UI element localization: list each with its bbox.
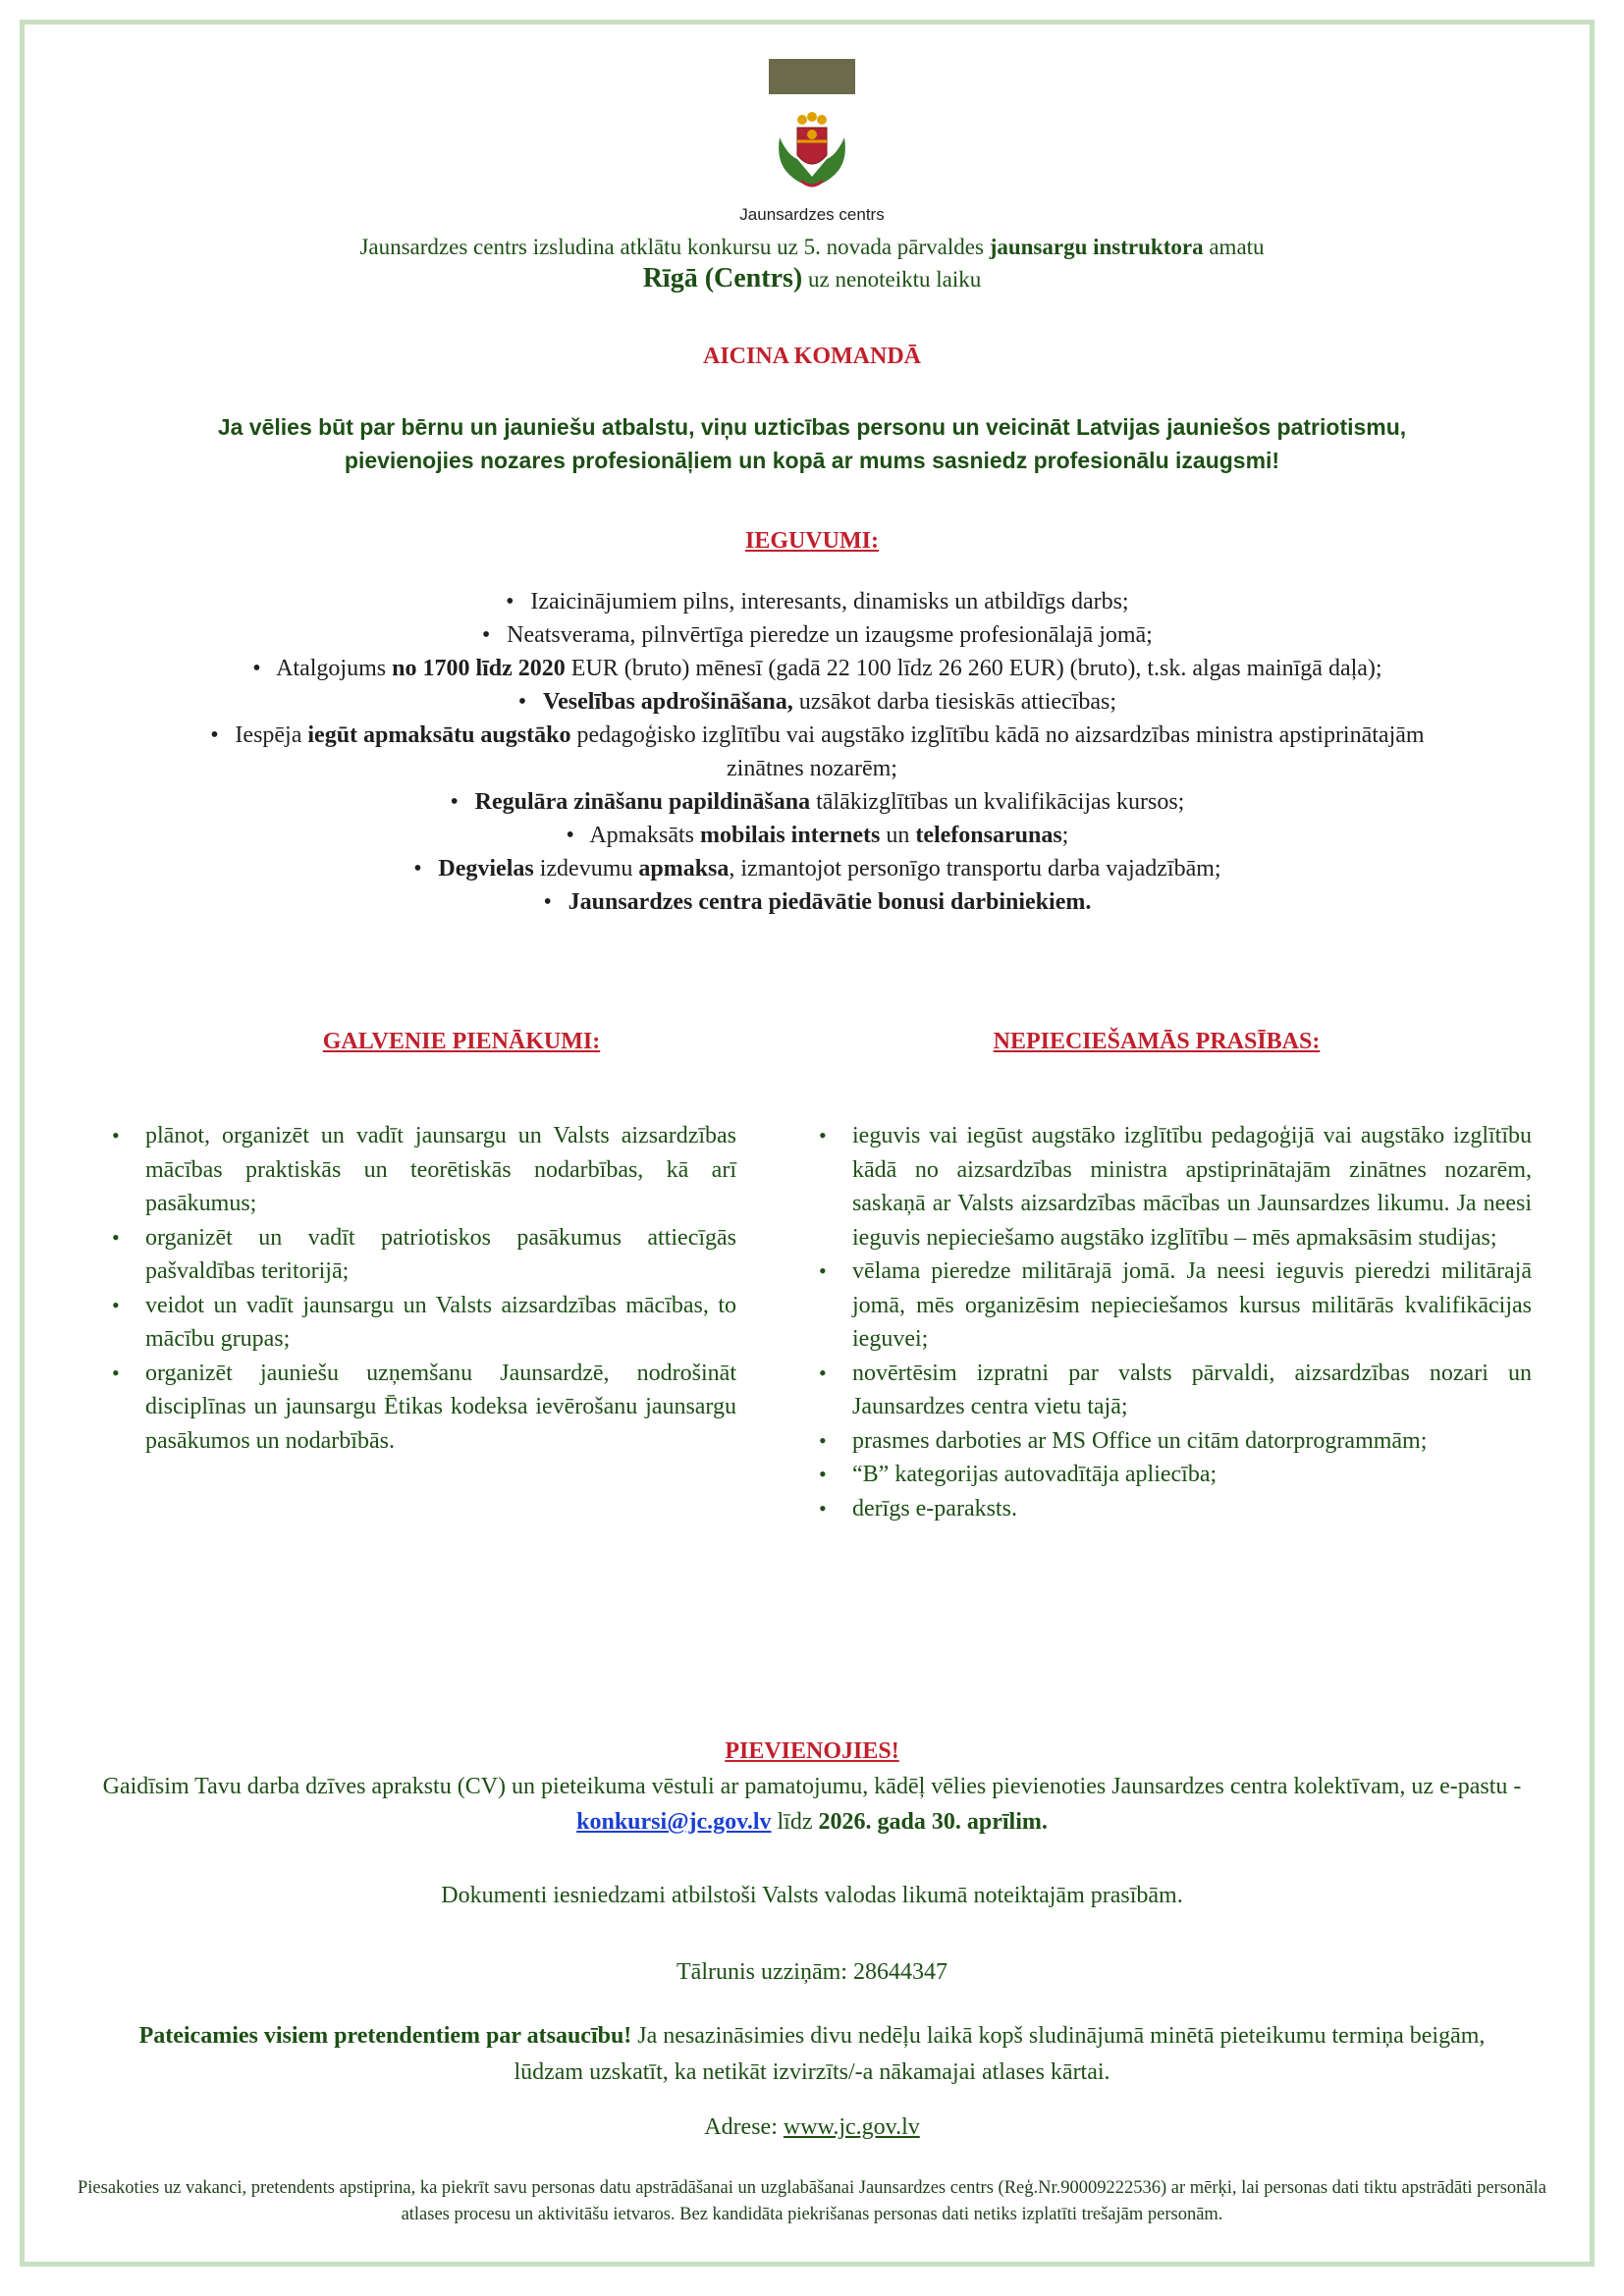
list-item: • plānot, organizēt un vadīt jaunsargu un Valsts aizsardzības mācības praktiskās un teorētiskās nodarbības, kā arī pasākumus; bbox=[108, 1119, 736, 1221]
list-item: • ieguvis vai iegūst augstāko izglītību pedagoģijā vai augstāko izglītību kādā no aizsardzības ministra apstiprinātajām zinātnes nozarēm, saskaņā ar Valsts aizsardzības mācības un Jaunsardzes likumu. Ja neesi ieguvis nepieciešamo augstāko izglītību – mēs apmaksāsim studijas; bbox=[815, 1119, 1532, 1255]
join-body: Gaidīsim Tavu darba dzīves aprakstu (CV) un pieteikuma vēstuli ar pamatojumu, kādēļ vēlies pievienoties Jaunsardzes centra kolektīvam, uz e-pastu - bbox=[102, 1774, 1522, 1799]
benefit-text: Iespēja bbox=[235, 722, 308, 748]
intro-line-1 bbox=[39, 232, 1585, 263]
position-title: jaunsargu instruktora bbox=[989, 235, 1204, 259]
bullet-icon: • bbox=[517, 689, 527, 715]
list-item: • prasmes darboties ar MS Office un citām datorprogrammām; bbox=[815, 1424, 1532, 1459]
list-item bbox=[187, 685, 1437, 719]
benefit-text: Izaicinājumiem pilns, interesants, dinamisks un atbildīgs darbs; bbox=[530, 589, 1129, 614]
bullet-icon: • bbox=[506, 589, 514, 614]
bullet-icon: • bbox=[543, 889, 552, 915]
address-label: Adrese: bbox=[704, 2114, 784, 2140]
benefit-bold: Veselības apdrošināšana, bbox=[543, 689, 793, 715]
requirements-section-title bbox=[941, 1029, 1373, 1055]
intro-text: Jaunsardzes centrs izsludina atklātu konkursu uz 5. novada pārvaldes bbox=[359, 235, 990, 259]
benefit-bold: Jaunsardzes centra piedāvātie bonusi darbiniekiem. bbox=[568, 889, 1092, 915]
intro-line-2 bbox=[39, 263, 1585, 295]
location: Rīgā (Centrs) bbox=[642, 263, 803, 294]
benefit-bold: Regulāra zināšanu papildināšana bbox=[474, 789, 811, 815]
term: uz nenoteiktu laiku bbox=[802, 267, 982, 292]
address bbox=[39, 2114, 1585, 2141]
list-item: • “B” kategorijas autovadītāja apliecība; bbox=[815, 1458, 1532, 1492]
list-item: • derīgs e-paraksts. bbox=[815, 1492, 1532, 1526]
bullet-icon: • bbox=[566, 823, 574, 848]
list-item bbox=[187, 719, 1437, 785]
list-item: • vēlama pieredze militārajā jomā. Ja neesi ieguvis pieredzi militārajā jomā, mēs organizēsim nepieciešamos kursus militārās kvalifikācijas ieguvei; bbox=[815, 1255, 1532, 1357]
join-body: līdz bbox=[771, 1809, 819, 1835]
join-section bbox=[39, 1734, 1585, 1840]
benefit-bold: Degvielas bbox=[438, 856, 534, 881]
benefit-text: Apmaksāts bbox=[589, 823, 700, 848]
benefit-text: , izmantojot personīgo transportu darba vajadzībām; bbox=[729, 856, 1221, 881]
documents-note: Dokumenti iesniedzami atbilstoši Valsts valodas likumā noteiktajām prasībām. bbox=[441, 1883, 1183, 1908]
thanks-text: Ja nesazināsimies divu nedēļu laikā kopš sludinājumā minētā pieteikumu termiņa beigām, lūdzam uzskatīt, ka netikāt izvirzīts/-a nākamajai atlases kārtai. bbox=[514, 2023, 1486, 2085]
list-item bbox=[187, 652, 1437, 685]
requirements-list bbox=[815, 1119, 1532, 1525]
list-item: • organizēt un vadīt patriotiskos pasākumus attiecīgās pašvaldības teritorijā; bbox=[108, 1221, 736, 1289]
bullet-icon: • bbox=[252, 656, 261, 681]
benefit-text: Atalgojums bbox=[276, 656, 393, 681]
benefits-list bbox=[187, 585, 1437, 919]
benefit-bold: mobilais internets bbox=[700, 823, 881, 848]
join-text bbox=[39, 1769, 1585, 1840]
logo-text: Jaunsardzes centrs bbox=[739, 205, 885, 224]
list-item bbox=[187, 618, 1437, 652]
benefit-bold: iegūt apmaksātu augstāko bbox=[307, 722, 571, 748]
phone-info: Tālrunis uzziņām: 28644347 bbox=[677, 1959, 947, 1985]
list-item bbox=[187, 852, 1437, 885]
website-link[interactable]: www.jc.gov.lv bbox=[783, 2114, 920, 2140]
duties-list bbox=[108, 1119, 736, 1458]
thanks-bold: Pateicamies visiem pretendentiem par atsaucību! bbox=[138, 2023, 632, 2049]
list-item: • veidot un vadīt jaunsargu un Valsts aizsardzības mācības, to mācību grupas; bbox=[108, 1289, 736, 1357]
bullet-icon: • bbox=[413, 856, 422, 881]
email-link[interactable]: konkursi@jc.gov.lv bbox=[576, 1809, 772, 1835]
intro bbox=[39, 232, 1585, 295]
list-item bbox=[187, 819, 1437, 852]
benefit-text: un bbox=[880, 823, 916, 848]
duties-title: GALVENIE PIENĀKUMI: bbox=[322, 1029, 601, 1054]
duties-section-title bbox=[255, 1029, 668, 1055]
salary-range: no 1700 līdz 2020 bbox=[392, 656, 566, 681]
join-title-row bbox=[39, 1734, 1585, 1769]
benefits-section-title bbox=[39, 528, 1585, 555]
call-heading: AICINA KOMANDĀ bbox=[703, 344, 921, 369]
benefit-bold: telefonsarunas bbox=[915, 823, 1062, 848]
logo bbox=[39, 59, 1585, 225]
benefit-text: tālākizglītības un kvalifikācijas kursos; bbox=[810, 789, 1185, 815]
list-item bbox=[187, 785, 1437, 819]
deadline: 2026. gada 30. aprīlim. bbox=[818, 1809, 1048, 1835]
requirements-title: NEPIECIEŠAMĀS PRASĪBAS: bbox=[993, 1029, 1321, 1054]
list-item bbox=[187, 585, 1437, 618]
join-title: PIEVIENOJIES! bbox=[725, 1738, 899, 1764]
list-item bbox=[187, 885, 1437, 919]
benefit-text: pedagoģisko izglītību vai augstāko izglītību kādā no aizsardzības ministra apstiprinātajām zinātnes nozarēm; bbox=[570, 722, 1425, 781]
coat-of-arms-icon bbox=[768, 108, 856, 196]
list-item: • organizēt jauniešu uzņemšanu Jaunsardzē, nodrošināt disciplīnas un jaunsargu Ētikas kodeksa ievērošanu jaunsargu pasākumos un nodarbībās. bbox=[108, 1357, 736, 1459]
benefit-text: EUR (bruto) mēnesī (gadā 22 100 līdz 26 260 EUR) (bruto), t.sk. algas mainīgā daļa); bbox=[565, 656, 1382, 681]
benefits-title: IEGUVUMI: bbox=[745, 528, 879, 554]
lead-paragraph: Ja vēlies būt par bērnu un jauniešu atbalstu, viņu uzticības personu un veicināt Latvijas jauniešos patriotismu, pievienojies nozares profesionāļiem un kopā ar mums sasniedz profesionālu izaugsmi! bbox=[217, 414, 1407, 473]
benefit-text: ; bbox=[1061, 823, 1069, 848]
thanks-note bbox=[118, 2018, 1506, 2091]
bullet-icon: • bbox=[481, 622, 491, 648]
list-item: • novērtēsim izpratni par valsts pārvaldi, aizsardzības nozari un Jaunsardzes centra vietu tajā; bbox=[815, 1357, 1532, 1424]
benefit-text: uzsākot darba tiesiskās attiecības; bbox=[792, 689, 1116, 715]
benefit-text: izdevumu bbox=[533, 856, 639, 881]
intro-text: amatu bbox=[1203, 235, 1265, 259]
privacy-footer: Piesakoties uz vakanci, pretendents apstiprina, ka piekrīt savu personas datu apstrādāšanai un uzglabāšanai Jaunsardzes centrs (Reģ.Nr.90009222536) ar mērķi, lai personas dati tiktu apstrādāti personāla atlases procesu un aktivitāšu ietvaros. Bez kandidāta piekrišanas personas dati netiks izplatīti trešajām personām. bbox=[78, 2178, 1546, 2224]
benefit-text: Neatsverama, pilnvērtīga pieredze un izaugsme profesionālajā jomā; bbox=[507, 622, 1153, 648]
benefit-bold: apmaksa bbox=[638, 856, 730, 881]
bullet-icon: • bbox=[210, 722, 219, 748]
flag-block bbox=[769, 59, 855, 94]
bullet-icon: • bbox=[450, 789, 459, 815]
